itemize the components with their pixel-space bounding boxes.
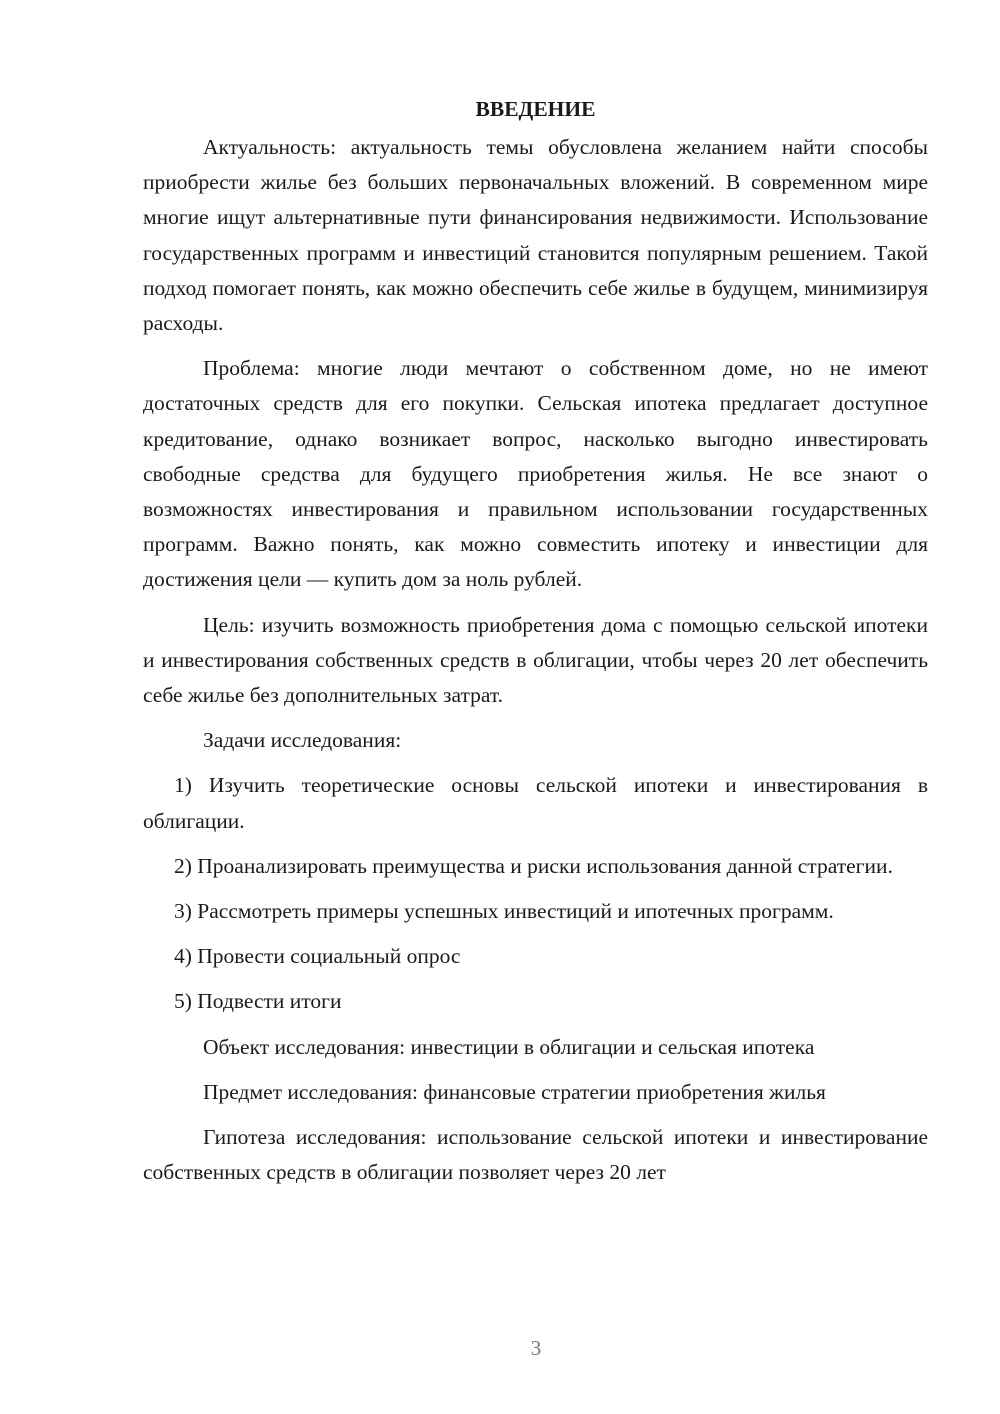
research-hypothesis: Гипотеза исследования: использование сельской ипотеки и инвестирование собственных средств в облигации позволяет через 20 лет: [143, 1125, 928, 1185]
tasks-heading: Задачи исследования:: [203, 728, 402, 753]
task-item-5: 5) Подвести итоги: [174, 989, 342, 1014]
task-item-2: 2) Проанализировать преимущества и риски использования данной стратегии.: [174, 853, 893, 878]
task-item-3: 3) Рассмотреть примеры успешных инвестиций и ипотечных программ.: [174, 899, 834, 924]
paragraph-relevance: Актуальность: актуальность темы обусловлена желанием найти способы приобрести жилье без больших первоначальных вложений. В современном мире многие ищут альтернативные пути финансирования недвижимости. Использование государственных программ и инвестиций становится популярным решением. Такой подход помогает понять, как можно обеспечить себе жилье в будущем, минимизируя расходы.: [143, 135, 928, 336]
task-item-4: 4) Провести социальный опрос: [174, 944, 461, 969]
research-object: Объект исследования: инвестиции в облигации и сельская ипотека: [203, 1034, 815, 1059]
paragraph-goal: Цель: изучить возможность приобретения дома с помощью сельской ипотеки и инвестирования собственных средств в облигации, чтобы через 20 лет обеспечить себе жилье без дополнительных затрат.: [143, 612, 928, 708]
research-subject: Предмет исследования: финансовые стратегии приобретения жилья: [203, 1079, 826, 1104]
document-title: ВВЕДЕНИЕ: [475, 97, 596, 121]
task-item-1: 1) Изучить теоретические основы сельской ипотеки и инвестирования в облигации.: [143, 773, 928, 833]
paragraph-problem: Проблема: многие люди мечтают о собственном доме, но не имеют достаточных средств для его покупки. Сельская ипотека предлагает доступное кредитование, однако возникает вопрос, насколько выгодно инвестировать свободные средства для будущего приобретения жилья. Не все знают о возможностях инвестирования и правильном использовании государственных программ. Важно понять, как можно совместить ипотеку и инвестиции для достижения цели — купить дом за ноль рублей.: [143, 356, 928, 592]
page-number: 3: [530, 1336, 542, 1360]
document-page: [143, 88, 928, 1200]
